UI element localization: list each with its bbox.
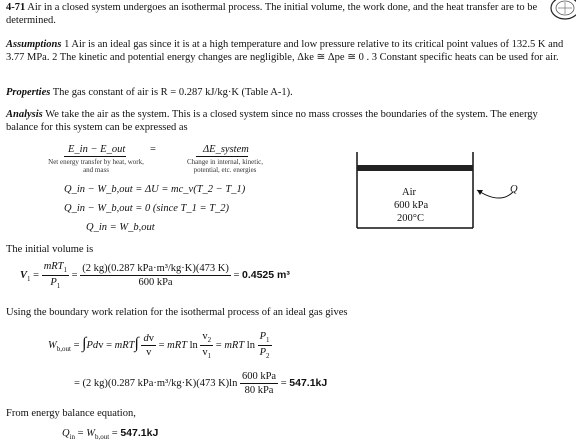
analysis-heading: Analysis [6, 109, 43, 120]
figure-heat-label: Q [510, 184, 518, 195]
properties-text: The gas constant of air is R = 0.287 kJ/kg·K (Table A-1). [52, 87, 293, 98]
energy-balance-rhs: ΔE_system [203, 144, 249, 155]
heat-result: 547.1kJ [120, 427, 159, 439]
figure-temperature-label: 200°C [397, 213, 424, 224]
boundary-work-result: 547.1kJ [289, 377, 328, 390]
initial-volume-result: 0.4525 m³ [242, 268, 290, 281]
properties-heading: Properties [6, 87, 51, 98]
initial-volume-substitution: (2 kg)(0.287 kPa·m³/kg·K)(473 K) [80, 262, 231, 276]
figure-gas-label: Air [402, 187, 416, 198]
initial-volume-intro: The initial volume is [6, 244, 94, 255]
energy-balance-eq: = [150, 144, 156, 155]
energy-line-2: Q_in − W_b,out = 0 (since T_1 = T_2) [64, 203, 230, 214]
heat-equation: $Q_{in} = W_{b,out} = 547.1kJ$ [62, 427, 159, 442]
problem-statement [6, 1, 554, 27]
assumptions-heading: Assumptions [6, 39, 62, 50]
lhs-underbrace [64, 156, 126, 157]
analysis-text: We take the air as the system. This is a closed system since no mass crosses the boundaries of the system. The energy balance for this system can be expressed as [6, 109, 538, 134]
heat-intro: From energy balance equation, [6, 408, 136, 419]
assumptions-text: 1 Air is an ideal gas since it is at a high temperature and low pressure relative to its critical point values of 132.5 K and 3.77 MPa. 2 The kinetic and potential energy changes are negligible, Δke ≅ Δpe ≅ 0 . 3 Constant specific heats can be used for air. [6, 39, 564, 64]
problem-number: 4-71 [6, 2, 26, 13]
piston-cylinder-figure [355, 150, 545, 250]
boundary-work-equation: $W_{b,out} = \int Pdv = mRT\int$ $\frac{dv}{v}$ = mRT ln $\frac{v_2}{v_1}$ = mRT ln $\frac{P_1}{P_2}$ [48, 331, 270, 360]
properties-paragraph [6, 86, 293, 99]
figure-pressure-label: 600 kPa [394, 200, 429, 211]
boundary-work-substitution: = (2 kg)(0.287 kPa·m³/kg·K)(473 K)ln $\frac{\text{600 kPa}}{\text{80 kPa}}$ = 547.1kJ [74, 371, 328, 397]
corner-seal-icon [547, 0, 576, 22]
energy-balance-lhs: E_in − E_out [68, 144, 126, 155]
problem-text: Air in a closed system undergoes an isothermal process. The initial volume, the work done, and the heat transfer are to be determined. [6, 2, 538, 27]
initial-volume-equation: $V_1$ = $\frac{mRT_1}{P_1}$ = $\frac{\text{(2 kg)(0.287 kPa·m³/kg·K)(473 K)}}{\text{600 kPa}}$ = 0.4525 m³ [20, 261, 290, 290]
lhs-note: Net energy transfer by heat, work, and mass [48, 158, 144, 174]
rhs-note: Change in internal, kinetic, potential, etc. energies [186, 158, 263, 174]
energy-line-3: Q_in = W_b,out [86, 222, 155, 233]
energy-line-1: Q_in − W_b,out = ΔU = mc_v(T_2 − T_1) [64, 184, 246, 195]
analysis-paragraph [6, 108, 566, 134]
boundary-work-intro: Using the boundary work relation for the isothermal process of an ideal gas gives [6, 307, 348, 318]
rhs-underbrace [196, 156, 248, 157]
assumptions-paragraph [6, 38, 566, 64]
